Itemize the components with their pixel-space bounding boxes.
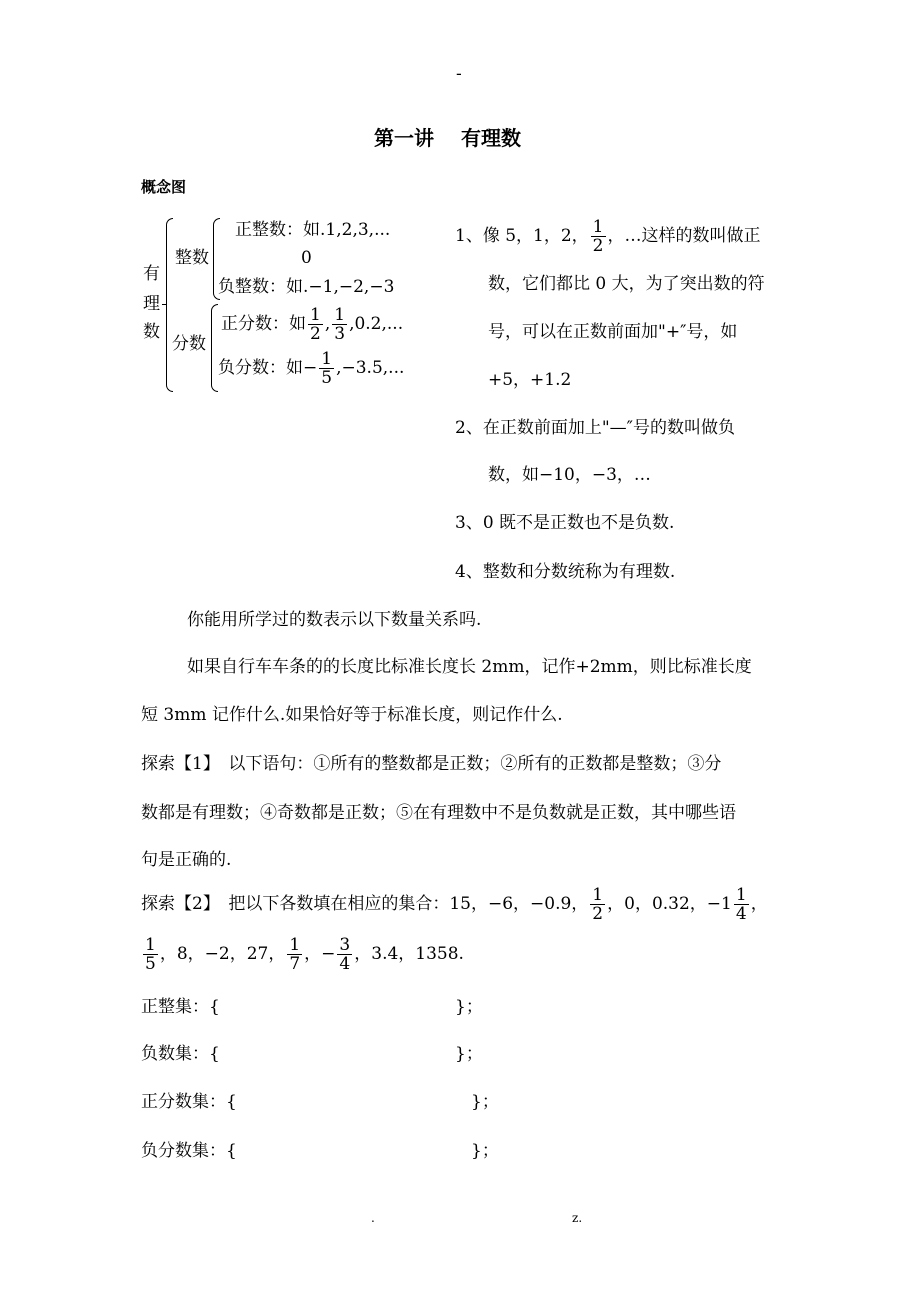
fraction	[319, 350, 334, 387]
header-mark: -	[456, 64, 462, 84]
set-positive-fractions-label: 正分数集：{	[141, 1092, 237, 1112]
numerator: 3	[339, 935, 351, 955]
text: ，3.4，1358.	[354, 944, 464, 964]
negative-fractions	[218, 350, 404, 387]
integers-label: 整数	[175, 248, 209, 268]
text: ，	[750, 894, 768, 914]
text: 1、像 5，1，2，	[455, 226, 589, 246]
set-close: }；	[471, 1092, 499, 1112]
explore-1: 探索【1】 以下语句：①所有的整数都是正数；②所有的正数都是整数；③分	[141, 754, 722, 774]
set-negative-fractions-label: 负分数集：{	[141, 1141, 237, 1161]
numerator: 1	[310, 305, 321, 325]
fraction	[143, 936, 158, 973]
point-4: 4、整数和分数统称为有理数.	[455, 562, 676, 582]
set-negative-label: 负数集：{	[141, 1044, 220, 1064]
numerator: 1	[145, 935, 156, 955]
fraction	[590, 886, 605, 923]
text: 正分数：如	[221, 314, 306, 334]
denominator: 4	[339, 954, 351, 974]
numerator: 1	[592, 217, 604, 237]
point-1-line: +5，+1.2	[488, 370, 572, 390]
denominator: 5	[145, 954, 156, 974]
fractions-label: 分数	[172, 334, 206, 354]
point-1	[455, 218, 761, 255]
explore-2-line	[141, 936, 464, 973]
text: ,	[324, 314, 331, 334]
text: ，0，0.32，−1	[607, 894, 732, 914]
section-heading: 概念图	[141, 178, 187, 196]
fraction	[287, 936, 302, 973]
denominator: 2	[592, 236, 604, 256]
fraction	[308, 306, 323, 343]
numerator: 1	[321, 349, 333, 369]
point-2-line: 数，如−10，−3，…	[488, 465, 651, 485]
numerator: 1	[334, 305, 346, 325]
denominator: 4	[735, 904, 747, 924]
numerator: 1	[735, 885, 747, 905]
denominator: 2	[592, 904, 604, 924]
fraction	[734, 886, 749, 923]
footer-left: .	[371, 1211, 375, 1225]
page-title: 第一讲 有理数	[374, 126, 521, 150]
set-close: }；	[471, 1141, 499, 1161]
denominator: 5	[321, 368, 333, 388]
numerator: 1	[592, 885, 604, 905]
text: 负分数：如−	[218, 358, 318, 378]
tree-root-char: 有	[143, 264, 160, 284]
point-1-line: 数，它们都比 0 大，为了突出数的符	[488, 274, 765, 294]
zero: 0	[301, 248, 312, 268]
denominator: 3	[334, 324, 346, 344]
tree-root-char: 理	[143, 294, 160, 314]
question-1: 你能用所学过的数表示以下数量关系吗.	[187, 610, 482, 630]
explore-1-line: 数都是有理数；④奇数都是正数；⑤在有理数中不是负数就是正数，其中哪些语	[141, 803, 736, 823]
text: ，…这样的数叫做正	[607, 226, 761, 246]
set-close: }；	[455, 1044, 483, 1064]
positive-fractions	[221, 306, 403, 343]
numerator: 1	[289, 935, 301, 955]
point-3: 3、0 既不是正数也不是负数.	[455, 513, 675, 533]
set-close: }；	[455, 997, 483, 1017]
negative-integers: 负整数：如.−1,−2,−3	[218, 277, 395, 297]
text: ,0.2,...	[349, 314, 404, 334]
text: ,−3.5,...	[336, 358, 405, 378]
question-2-line: 短 3mm 记作什么.如果恰好等于标准长度，则记作什么.	[141, 705, 563, 725]
denominator: 2	[310, 324, 321, 344]
set-positive-integers-label: 正整集：{	[141, 997, 220, 1017]
text: 探索【2】 把以下各数填在相应的集合：15，−6，−0.9，	[141, 894, 589, 914]
positive-integers: 正整数：如.1,2,3,...	[235, 220, 391, 240]
root-brace	[166, 218, 173, 392]
brace-tick	[162, 304, 167, 305]
point-1-line: 号，可以在正数前面加"+″号，如	[488, 322, 738, 342]
explore-1-line: 句是正确的.	[141, 850, 232, 870]
question-2: 如果自行车车条的的长度比标准长度长 2mm，记作+2mm，则比标准长度	[187, 657, 752, 677]
fraction	[337, 936, 352, 973]
denominator: 7	[289, 954, 301, 974]
explore-2	[141, 886, 768, 923]
text: ，8，−2，27，	[159, 944, 286, 964]
fractions-brace	[211, 304, 218, 392]
text: ，−	[304, 944, 336, 964]
footer-right: z.	[572, 1211, 583, 1225]
fraction	[332, 306, 347, 343]
point-2: 2、在正数前面加上"—″号的数叫做负	[455, 418, 735, 438]
tree-root-char: 数	[143, 322, 160, 342]
fraction	[591, 218, 606, 255]
